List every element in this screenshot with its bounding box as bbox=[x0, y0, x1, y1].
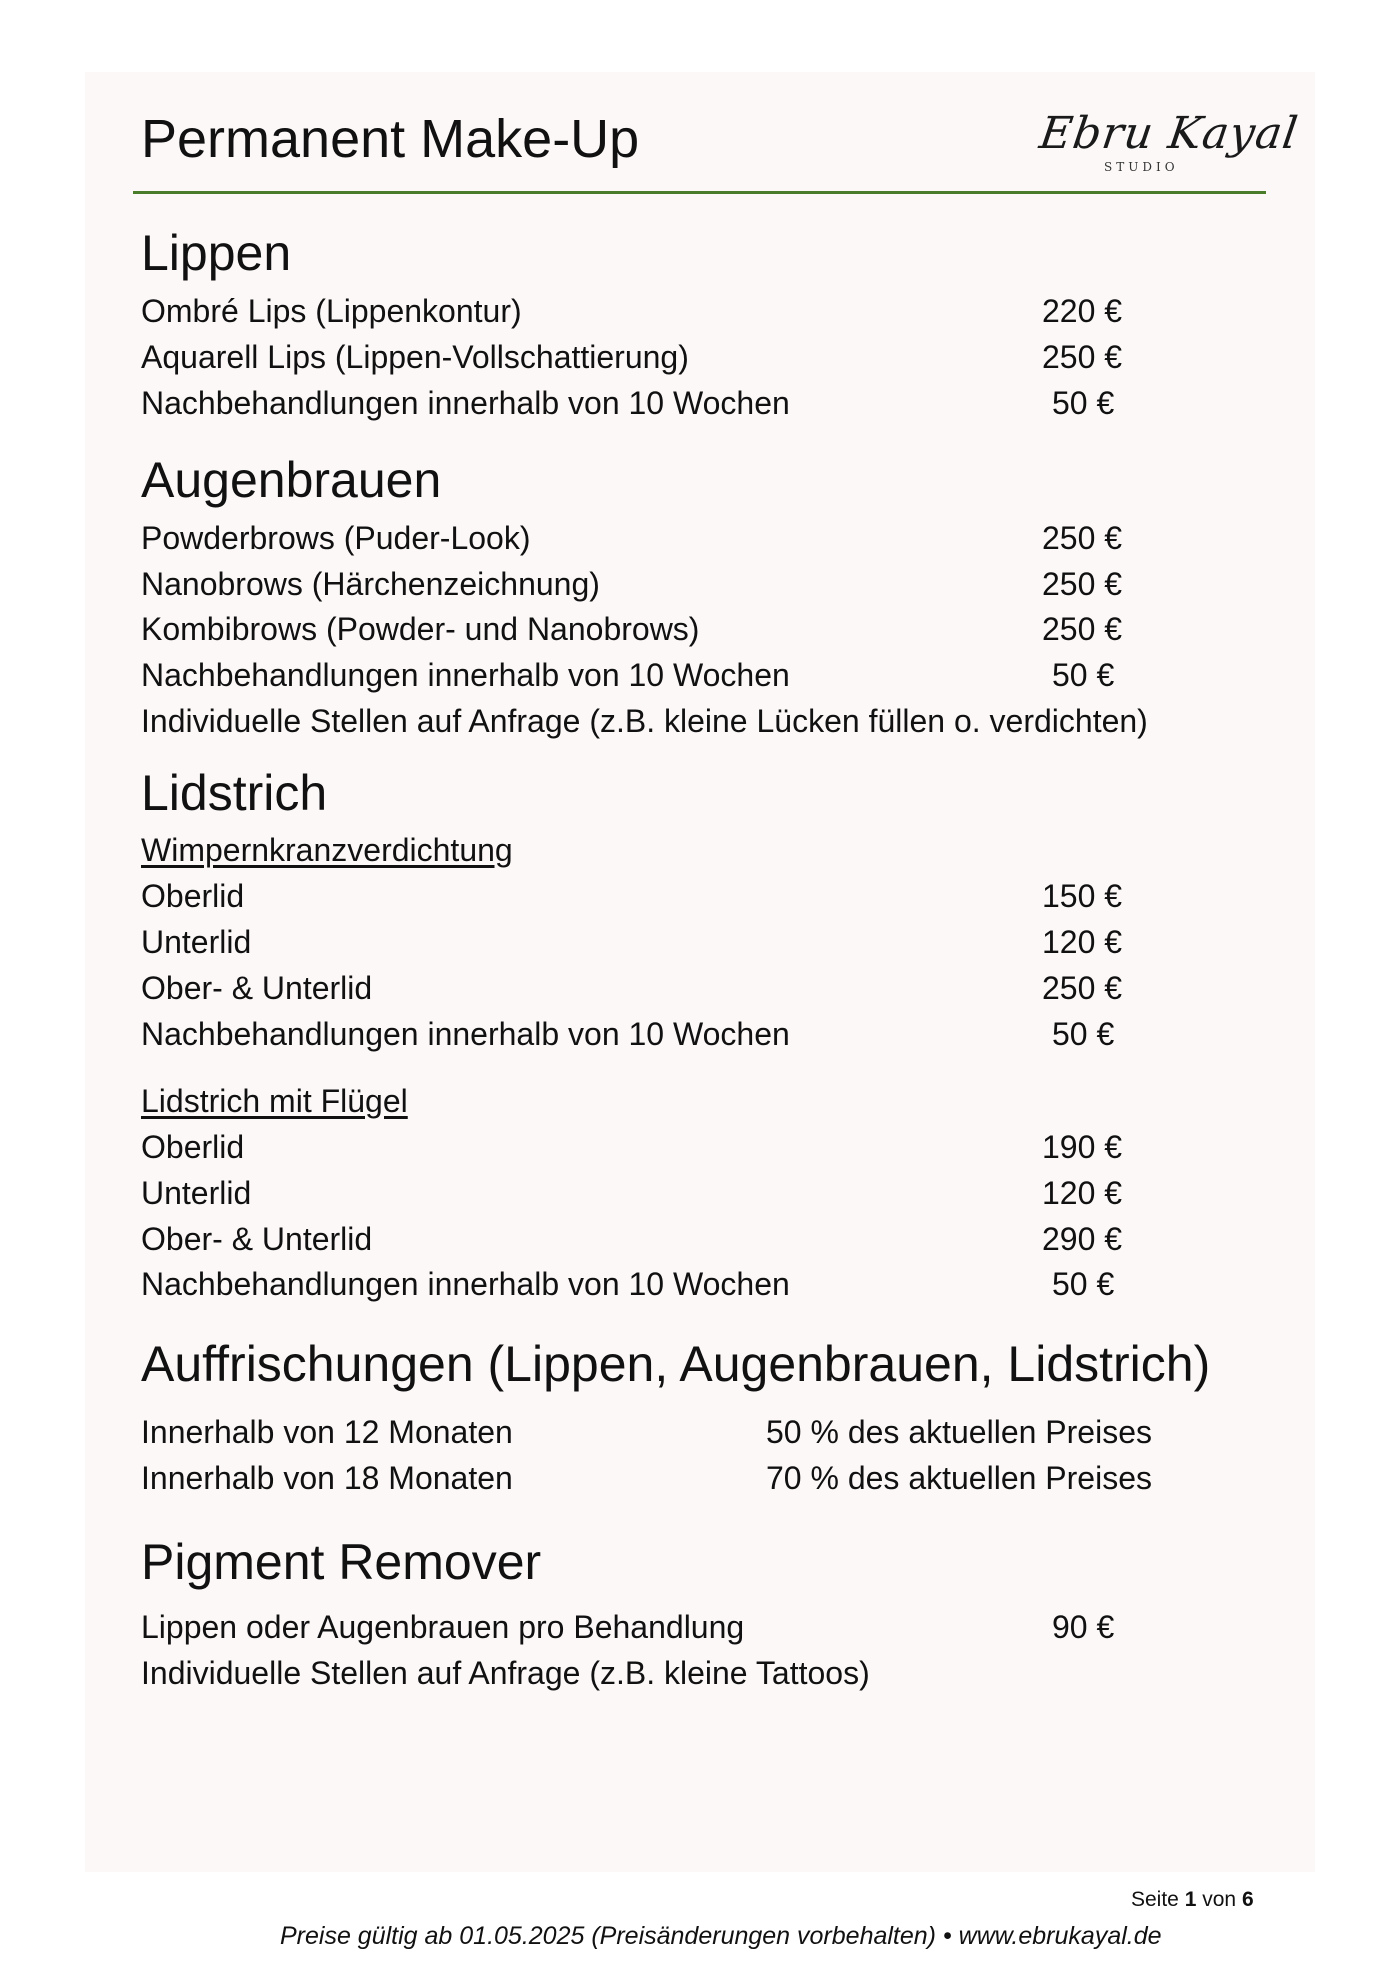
subheading-lidstrich-mit-fluegel: Lidstrich mit Flügel bbox=[141, 1083, 408, 1119]
price-item-label: Nanobrows (Härchenzeichnung) bbox=[141, 566, 600, 602]
price-item-label: Lippen oder Augenbrauen pro Behandlung bbox=[141, 1609, 745, 1645]
page-number-total: 6 bbox=[1241, 1888, 1254, 1911]
subheading-wimpernkranzverdichtung: Wimpernkranzverdichtung bbox=[141, 832, 513, 868]
footer-note: Preise gültig ab 01.05.2025 (Preisänderungen vorbehalten) • www.ebrukayal.de bbox=[280, 1922, 1162, 1950]
price-item-label: Kombibrows (Powder- und Nanobrows) bbox=[141, 611, 700, 647]
price-item-price: 250 € bbox=[1042, 611, 1123, 647]
price-item-price: 50 € bbox=[1052, 1266, 1115, 1302]
price-item-label: Unterlid bbox=[141, 924, 252, 960]
refresh-item-value: 50 % des aktuellen Preises bbox=[766, 1414, 1152, 1450]
section-heading-auffrischungen: Auffrischungen (Lippen, Augenbrauen, Lidstrich) bbox=[141, 1336, 1211, 1392]
refresh-item-value: 70 % des aktuellen Preises bbox=[766, 1460, 1152, 1496]
price-item-price: 250 € bbox=[1042, 520, 1123, 556]
price-item-label: Oberlid bbox=[141, 878, 245, 914]
price-item-label: Nachbehandlungen innerhalb von 10 Wochen bbox=[141, 385, 790, 421]
price-item-label: Nachbehandlungen innerhalb von 10 Wochen bbox=[141, 1016, 790, 1052]
price-item-label: Ober- & Unterlid bbox=[141, 1221, 373, 1257]
price-item-price: 120 € bbox=[1042, 924, 1123, 960]
price-item-price: 250 € bbox=[1042, 339, 1123, 375]
price-item-label: Powderbrows (Puder-Look) bbox=[141, 520, 531, 556]
price-item-label: Aquarell Lips (Lippen-Vollschattierung) bbox=[141, 339, 689, 375]
price-item-price: 250 € bbox=[1042, 566, 1123, 602]
price-item-price: 120 € bbox=[1042, 1175, 1123, 1211]
page-number bbox=[1131, 1888, 1254, 1912]
title-divider bbox=[133, 191, 1266, 194]
price-item-label: Unterlid bbox=[141, 1175, 252, 1211]
price-item-label: Ombré Lips (Lippenkontur) bbox=[141, 293, 522, 329]
page-number-prefix: Seite bbox=[1131, 1888, 1179, 1911]
studio-logo bbox=[1036, 108, 1302, 178]
section-heading-lippen: Lippen bbox=[141, 225, 292, 281]
section-heading-lidstrich: Lidstrich bbox=[141, 765, 328, 821]
page-number-separator: von bbox=[1202, 1888, 1237, 1911]
price-item-price: 150 € bbox=[1042, 878, 1123, 914]
price-item-note: Individuelle Stellen auf Anfrage (z.B. kleine Tattoos) bbox=[141, 1655, 870, 1691]
logo-subtitle: STUDIO bbox=[1104, 160, 1179, 174]
section-heading-augenbrauen: Augenbrauen bbox=[141, 452, 442, 508]
refresh-item-label: Innerhalb von 12 Monaten bbox=[141, 1414, 513, 1450]
refresh-item-label: Innerhalb von 18 Monaten bbox=[141, 1460, 513, 1496]
price-item-price: 250 € bbox=[1042, 970, 1123, 1006]
price-item-label: Oberlid bbox=[141, 1129, 245, 1165]
price-item-price: 90 € bbox=[1052, 1609, 1115, 1645]
price-item-label: Ober- & Unterlid bbox=[141, 970, 373, 1006]
price-item-note: Individuelle Stellen auf Anfrage (z.B. kleine Lücken füllen o. verdichten) bbox=[141, 703, 1148, 739]
price-item-price: 50 € bbox=[1052, 385, 1115, 421]
page-number-current: 1 bbox=[1184, 1888, 1197, 1911]
price-item-label: Nachbehandlungen innerhalb von 10 Wochen bbox=[141, 1266, 790, 1302]
price-item-price: 190 € bbox=[1042, 1129, 1123, 1165]
price-item-price: 50 € bbox=[1052, 657, 1115, 693]
section-heading-pigment-remover: Pigment Remover bbox=[141, 1534, 542, 1590]
price-item-price: 50 € bbox=[1052, 1016, 1115, 1052]
price-item-label: Nachbehandlungen innerhalb von 10 Wochen bbox=[141, 657, 790, 693]
price-item-price: 290 € bbox=[1042, 1221, 1123, 1257]
page-title: Permanent Make-Up bbox=[141, 109, 640, 169]
price-item-price: 220 € bbox=[1042, 293, 1123, 329]
logo-script-text: Ebru Kayal bbox=[1036, 108, 1302, 159]
